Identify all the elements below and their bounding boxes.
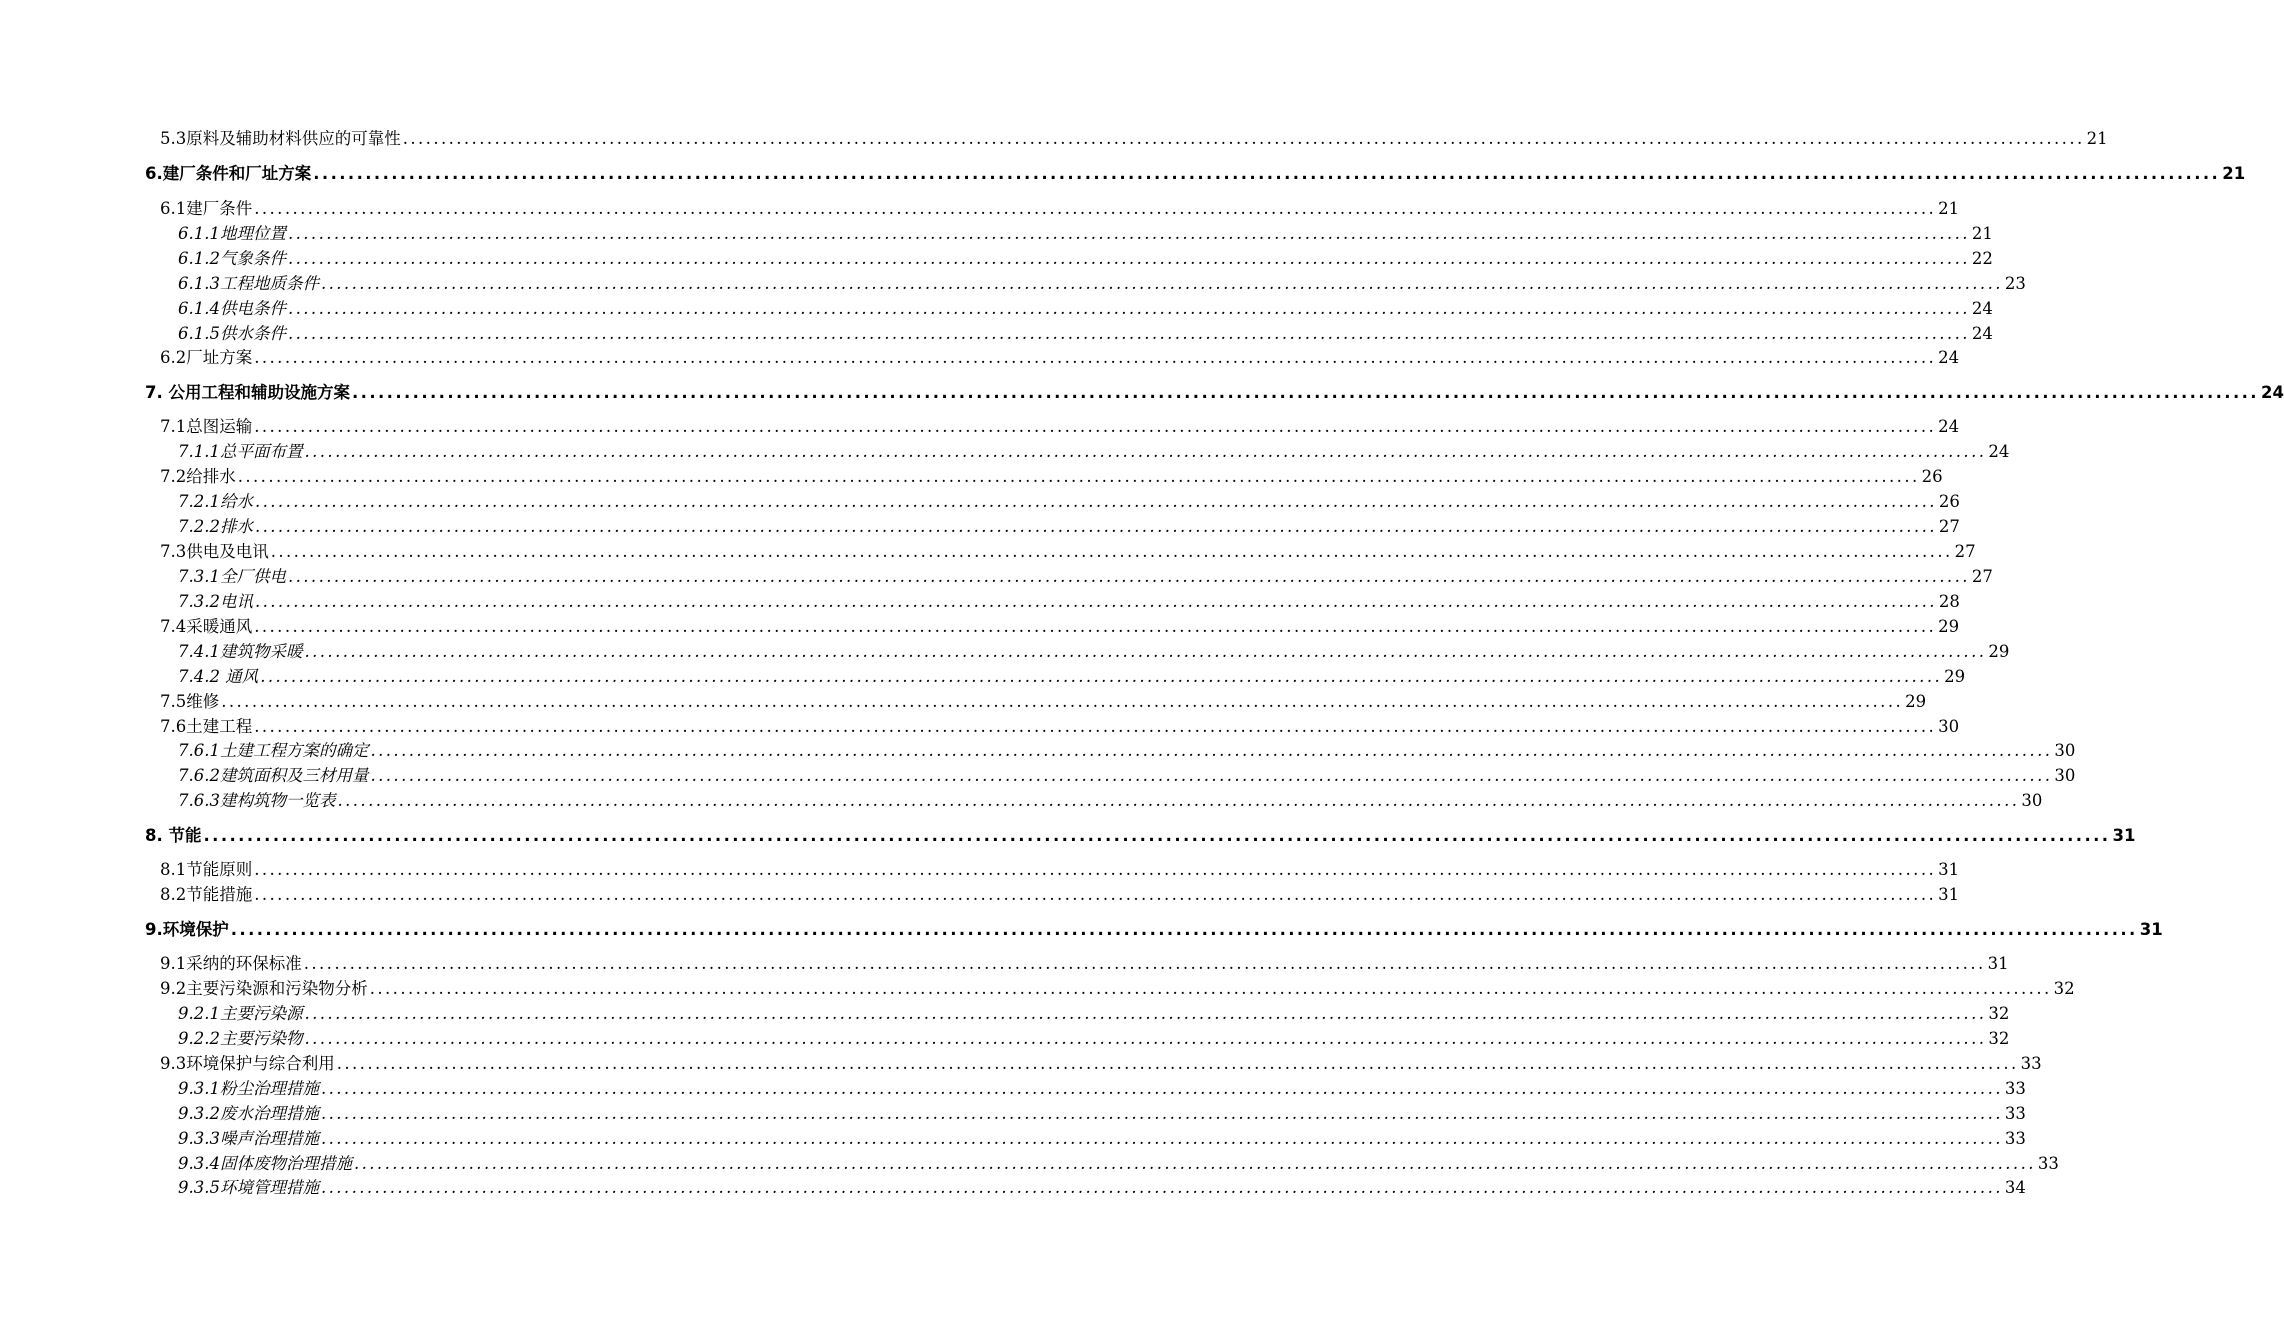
toc-entry-title: 7.6.3建构筑物一览表 <box>178 791 336 810</box>
dot-leader: ............................................................................................................................................................................................................................ <box>254 492 1937 511</box>
toc-entry[interactable] <box>160 1050 2042 1074</box>
toc-entry-title: 6.1.4供电条件 <box>178 299 286 318</box>
toc-entry-page-number: 24 <box>2260 383 2284 402</box>
toc-entry-title: 7.6土建工程 <box>160 717 253 736</box>
toc-entry[interactable] <box>178 245 1993 269</box>
toc-entry-title: 6.1.2气象条件 <box>178 249 286 268</box>
toc-entry[interactable] <box>160 713 1960 737</box>
toc-entry[interactable] <box>178 588 1960 612</box>
toc-entry-title: 9.2.1主要污染源 <box>178 1004 303 1023</box>
toc-entry-page-number: 24 <box>1971 299 1993 318</box>
dot-leader: ............................................................................................................................................................................................................................ <box>320 1079 2003 1098</box>
dot-leader: ............................................................................................................................................................................................................................ <box>254 885 1937 904</box>
toc-entry-page-number: 24 <box>1971 324 1993 343</box>
toc-entry-title: 7.5维修 <box>160 692 220 711</box>
dot-leader: ............................................................................................................................................................................................................................ <box>370 766 2053 785</box>
toc-entry[interactable] <box>178 1025 2010 1049</box>
toc-entry-page-number: 30 <box>2054 766 2076 785</box>
dot-leader: ............................................................................................................................................................................................................................ <box>369 979 2052 998</box>
toc-entry-title: 9.1采纳的环保标准 <box>160 954 302 973</box>
toc-entry-title: 7.6.1土建工程方案的确定 <box>178 741 369 760</box>
dot-leader: ............................................................................................................................................................................................................................ <box>254 617 1937 636</box>
toc-entry-page-number: 27 <box>1971 567 1993 586</box>
toc-entry-title: 9.3.2废水治理措施 <box>178 1104 319 1123</box>
toc-entry[interactable] <box>178 438 2010 462</box>
toc-entry-title: 9.3.1粉尘治理措施 <box>178 1079 319 1098</box>
toc-entry-title: 6.1.3工程地质条件 <box>178 274 319 293</box>
toc-entry[interactable] <box>160 463 1943 487</box>
toc-entry[interactable] <box>178 488 1960 512</box>
toc-entry-page-number: 26 <box>1921 467 1943 486</box>
toc-entry-page-number: 27 <box>1938 517 1960 536</box>
toc-entry-page-number: 31 <box>2112 826 2136 845</box>
dot-leader: ............................................................................................................................................................................................................................ <box>287 224 1970 243</box>
toc-entry-title: 9.2.2主要污染物 <box>178 1029 303 1048</box>
toc-entry-page-number: 31 <box>2139 920 2163 939</box>
toc-entry[interactable] <box>145 379 2284 403</box>
toc-entry[interactable] <box>178 787 2043 811</box>
toc-entry[interactable] <box>145 822 2136 846</box>
toc-entry-page-number: 30 <box>2021 791 2043 810</box>
dot-leader: ............................................................................................................................................................................................................................ <box>287 249 1970 268</box>
dot-leader: ............................................................................................................................................................................................................................ <box>304 442 1987 461</box>
toc-entry-title: 8.1节能原则 <box>160 860 253 879</box>
toc-entry-page-number: 21 <box>2222 164 2246 183</box>
dot-leader: ............................................................................................................................................................................................................................ <box>303 954 1986 973</box>
toc-entry[interactable] <box>178 737 2076 761</box>
dot-leader: ............................................................................................................................................................................................................................ <box>304 1029 1987 1048</box>
toc-entry[interactable] <box>160 975 2075 999</box>
dot-leader: ............................................................................................................................................................................................................................ <box>254 860 1937 879</box>
toc-entry-title: 9.环境保护 <box>145 920 229 939</box>
toc-entry-title: 7. 公用工程和辅助设施方案 <box>145 383 350 402</box>
toc-entry-title: 6.建厂条件和厂址方案 <box>145 164 312 183</box>
toc-entry[interactable] <box>178 762 2076 786</box>
dot-leader: ............................................................................................................................................................................................................................ <box>254 348 1937 367</box>
toc-entry-page-number: 22 <box>1971 249 1993 268</box>
toc-entry[interactable] <box>178 295 1993 319</box>
dot-leader: ............................................................................................................................................................................................................................ <box>304 1004 1987 1023</box>
toc-entry[interactable] <box>160 344 1960 368</box>
toc-entry-title: 8.2节能措施 <box>160 885 253 904</box>
dot-leader: ............................................................................................................................................................................................................................ <box>353 1154 2036 1173</box>
toc-entry[interactable] <box>145 160 2246 184</box>
toc-entry-title: 9.3.3噪声治理措施 <box>178 1129 319 1148</box>
dot-leader: ............................................................................................................................................................................................................................ <box>254 417 1937 436</box>
toc-entry[interactable] <box>178 663 1966 687</box>
dot-leader: ............................................................................................................................................................................................................................ <box>230 920 2138 939</box>
toc-entry-title: 9.2主要污染源和污染物分析 <box>160 979 368 998</box>
toc-entry-page-number: 32 <box>2053 979 2075 998</box>
toc-entry-title: 5.3原料及辅助材料供应的可靠性 <box>160 129 401 148</box>
toc-entry-page-number: 29 <box>1905 692 1927 711</box>
toc-entry-page-number: 24 <box>1988 442 2010 461</box>
toc-entry[interactable] <box>160 125 2108 149</box>
toc-entry-page-number: 33 <box>2004 1079 2026 1098</box>
toc-entry-title: 7.1总图运输 <box>160 417 253 436</box>
dot-leader: ............................................................................................................................................................................................................................ <box>337 791 2020 810</box>
dot-leader: ............................................................................................................................................................................................................................ <box>260 667 1943 686</box>
toc-entry-page-number: 31 <box>1938 860 1960 879</box>
toc-entry[interactable] <box>178 513 1960 537</box>
toc-entry-page-number: 33 <box>2037 1154 2059 1173</box>
toc-entry-title: 6.2厂址方案 <box>160 348 253 367</box>
toc-entry[interactable] <box>178 1150 2059 1174</box>
toc-entry-page-number: 21 <box>1938 199 1960 218</box>
toc-entry-title: 7.3.1全厂供电 <box>178 567 286 586</box>
toc-entry[interactable] <box>178 1100 2026 1124</box>
dot-leader: ............................................................................................................................................................................................................................ <box>402 129 2085 148</box>
toc-entry-title: 7.6.2建筑面积及三材用量 <box>178 766 369 785</box>
toc-entry-title: 7.4.1建筑物采暖 <box>178 642 303 661</box>
toc-entry-page-number: 29 <box>1938 617 1960 636</box>
dot-leader: ............................................................................................................................................................................................................................ <box>287 567 1970 586</box>
toc-entry-page-number: 33 <box>2004 1104 2026 1123</box>
toc-entry-title: 6.1.1地理位置 <box>178 224 286 243</box>
dot-leader: ............................................................................................................................................................................................................................ <box>370 741 2053 760</box>
toc-entry-title: 6.1建厂条件 <box>160 199 253 218</box>
dot-leader: ............................................................................................................................................................................................................................ <box>304 642 1987 661</box>
dot-leader: ............................................................................................................................................................................................................................ <box>221 692 1904 711</box>
toc-entry[interactable] <box>160 881 1960 905</box>
toc-entry[interactable] <box>160 195 1960 219</box>
toc-entry-page-number: 26 <box>1938 492 1960 511</box>
dot-leader: ............................................................................................................................................................................................................................ <box>320 274 2003 293</box>
toc-entry-page-number: 30 <box>2054 741 2076 760</box>
toc-entry-title: 9.3.4固体废物治理措施 <box>178 1154 352 1173</box>
toc-entry-title: 7.2.2排水 <box>178 517 253 536</box>
dot-leader: ............................................................................................................................................................................................................................ <box>352 383 2259 402</box>
toc-entry-title: 7.3.2电讯 <box>178 592 253 611</box>
toc-entry[interactable] <box>178 563 1993 587</box>
toc-entry-page-number: 29 <box>1988 642 2010 661</box>
toc-entry-page-number: 33 <box>2020 1054 2042 1073</box>
toc-entry[interactable] <box>178 1000 2010 1024</box>
dot-leader: ............................................................................................................................................................................................................................ <box>336 1054 2019 1073</box>
toc-entry[interactable] <box>160 413 1960 437</box>
toc-entry[interactable] <box>178 638 2010 662</box>
toc-entry[interactable] <box>160 538 1976 562</box>
toc-entry-page-number: 29 <box>1944 667 1966 686</box>
toc-entry-title: 7.2给排水 <box>160 467 236 486</box>
dot-leader: ............................................................................................................................................................................................................................ <box>287 324 1970 343</box>
toc-entry[interactable] <box>178 320 1993 344</box>
toc-entry-title: 9.3环境保护与综合利用 <box>160 1054 335 1073</box>
toc-entry[interactable] <box>178 220 1993 244</box>
toc-entry-title: 8. 节能 <box>145 826 202 845</box>
toc-entry-title: 7.4.2 通风 <box>178 667 259 686</box>
toc-entry-page-number: 32 <box>1988 1029 2010 1048</box>
toc-entry-page-number: 31 <box>1938 885 1960 904</box>
toc-entry[interactable] <box>178 1174 2026 1198</box>
toc-entry-title: 7.4采暖通风 <box>160 617 253 636</box>
toc-entry[interactable] <box>160 950 2009 974</box>
dot-leader: ............................................................................................................................................................................................................................ <box>237 467 1920 486</box>
dot-leader: ............................................................................................................................................................................................................................ <box>270 542 1953 561</box>
toc-entry[interactable] <box>178 1075 2026 1099</box>
dot-leader: ............................................................................................................................................................................................................................ <box>287 299 1970 318</box>
dot-leader: ............................................................................................................................................................................................................................ <box>254 592 1937 611</box>
toc-entry[interactable] <box>145 916 2163 940</box>
dot-leader: ............................................................................................................................................................................................................................ <box>254 717 1937 736</box>
toc-entry-title: 7.2.1给水 <box>178 492 253 511</box>
toc-entry-title: 9.3.5环境管理措施 <box>178 1178 319 1197</box>
toc-entry[interactable] <box>178 270 2026 294</box>
dot-leader: ............................................................................................................................................................................................................................ <box>254 517 1937 536</box>
dot-leader: ............................................................................................................................................................................................................................ <box>313 164 2221 183</box>
toc-entry-page-number: 23 <box>2004 274 2026 293</box>
dot-leader: ............................................................................................................................................................................................................................ <box>203 826 2111 845</box>
toc-entry-title: 7.1.1总平面布置 <box>178 442 303 461</box>
toc-entry-page-number: 30 <box>1938 717 1960 736</box>
toc-entry-page-number: 24 <box>1938 417 1960 436</box>
toc-entry[interactable] <box>160 613 1960 637</box>
toc-entry-page-number: 28 <box>1938 592 1960 611</box>
toc-entry-page-number: 21 <box>2086 129 2108 148</box>
dot-leader: ............................................................................................................................................................................................................................ <box>320 1178 2003 1197</box>
toc-entry-title: 7.3供电及电讯 <box>160 542 269 561</box>
toc-entry-page-number: 32 <box>1988 1004 2010 1023</box>
toc-entry-page-number: 31 <box>1987 954 2009 973</box>
toc-entry-page-number: 21 <box>1971 224 1993 243</box>
toc-entry-title: 6.1.5供水条件 <box>178 324 286 343</box>
toc-entry-page-number: 24 <box>1938 348 1960 367</box>
toc-entry-page-number: 33 <box>2004 1129 2026 1148</box>
dot-leader: ............................................................................................................................................................................................................................ <box>320 1129 2003 1148</box>
toc-entry-page-number: 27 <box>1954 542 1976 561</box>
toc-entry[interactable] <box>160 688 1927 712</box>
dot-leader: ............................................................................................................................................................................................................................ <box>254 199 1937 218</box>
toc-entry[interactable] <box>178 1125 2026 1149</box>
dot-leader: ............................................................................................................................................................................................................................ <box>320 1104 2003 1123</box>
toc-entry[interactable] <box>160 856 1960 880</box>
toc-entry-page-number: 34 <box>2004 1178 2026 1197</box>
